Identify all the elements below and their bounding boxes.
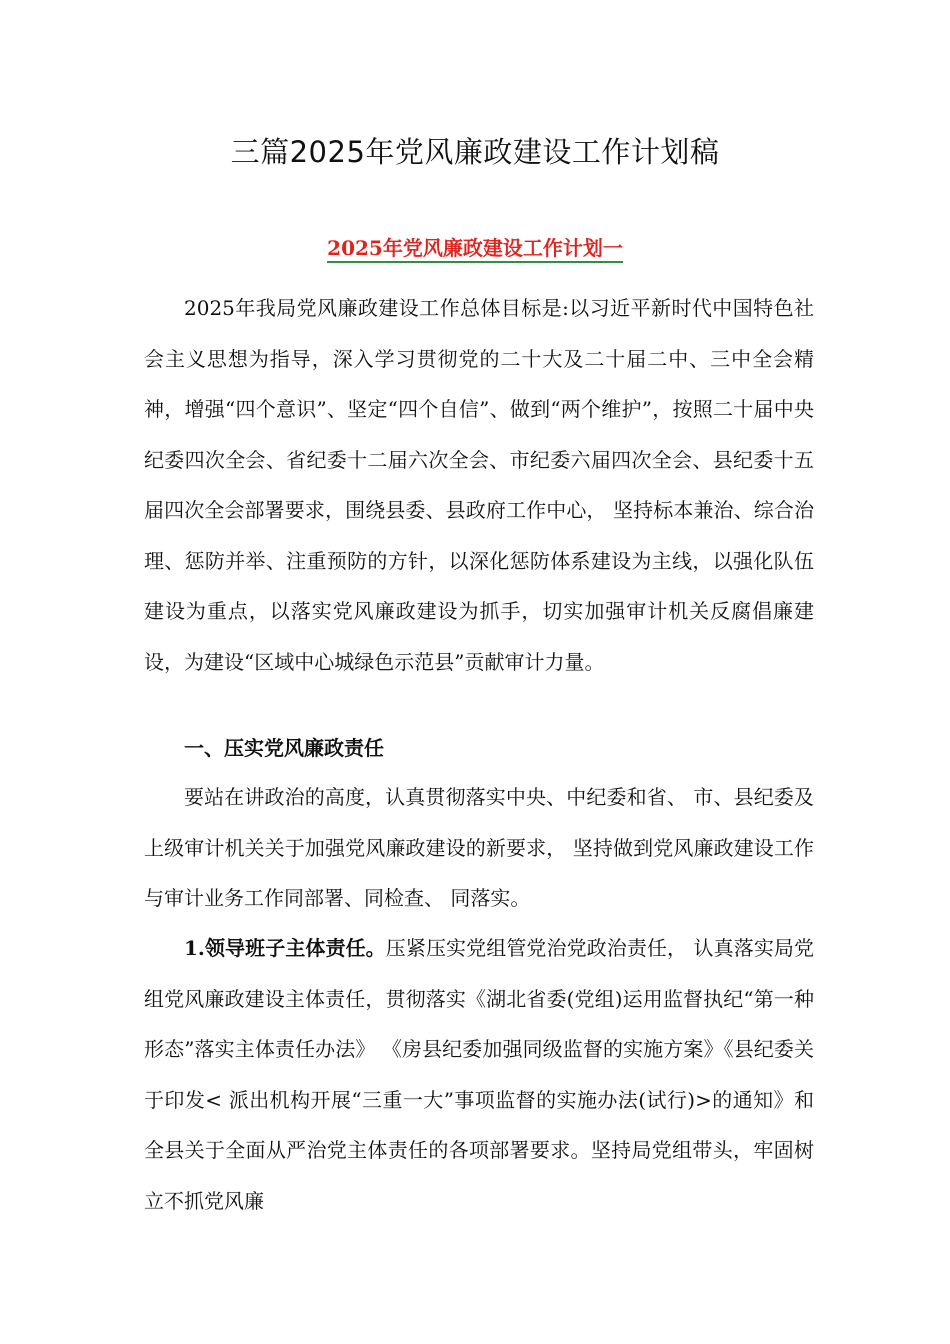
document-title: 三篇2025年党风廉政建设工作计划稿 (230, 135, 720, 169)
plan-subtitle-text: 2025年党风廉政建设工作计划一 (327, 236, 623, 263)
intro-paragraph: 2025年我局党风廉政建设工作总体目标是:以习近平新时代中国特色社会主义思想为指导，深入学习贯彻党的二十大及二十届二中、三中全会精神，增强“四个意识”、坚定“四个自信”、做到“两个维护”，按照二十届中央纪委四次全会、省纪委十二届六次全会、市纪委六届四次全会、县纪委十五届四次全会部署要求，围绕县委、县政府工作中心， 坚持标本兼治、综合治理、惩防并举、注重预防的方针，以深化惩防体系建设为主线，以强化队伍建设为重点，以落实党风廉政建设为抓手，切实加强审计机关反腐倡廉建设，为建设“区域中心城绿色示范县”贡献审计力量。 (144, 296, 814, 674)
intro-paragraph-block (144, 283, 814, 687)
item-1-lead: 1.领导班子主体责任。 (184, 936, 386, 960)
item-1-paragraph (144, 923, 814, 1226)
section-1-heading: 一、压实党风廉政责任 (184, 736, 384, 760)
item-1-paragraph-block (144, 923, 814, 1226)
section-1-paragraph-block (144, 772, 814, 924)
item-1-text: 压紧压实党组管党治党政治责任， 认真落实局党组党风廉政建设主体责任，贯彻落实《湖北省委(党组)运用监督执纪“第一种形态”落实主体责任办法》 《房县纪委加强同级监督的实施方案》《县纪委关于印发< 派出机构开展“三重一大”事项监督的实施办法(试行)>的通知》和全县关于全面从严治党主体责任的各项部署要求。坚持局党组带头，牢固树立不抓党风廉 (144, 936, 815, 1213)
plan-subtitle (0, 233, 950, 263)
section-1-paragraph: 要站在讲政治的高度，认真贯彻落实中央、中纪委和省、 市、县纪委及上级审计机关关于加强党风廉政建设的新要求， 坚持做到党风廉政建设工作与审计业务工作同部署、同检查、 同落实。 (144, 785, 814, 910)
